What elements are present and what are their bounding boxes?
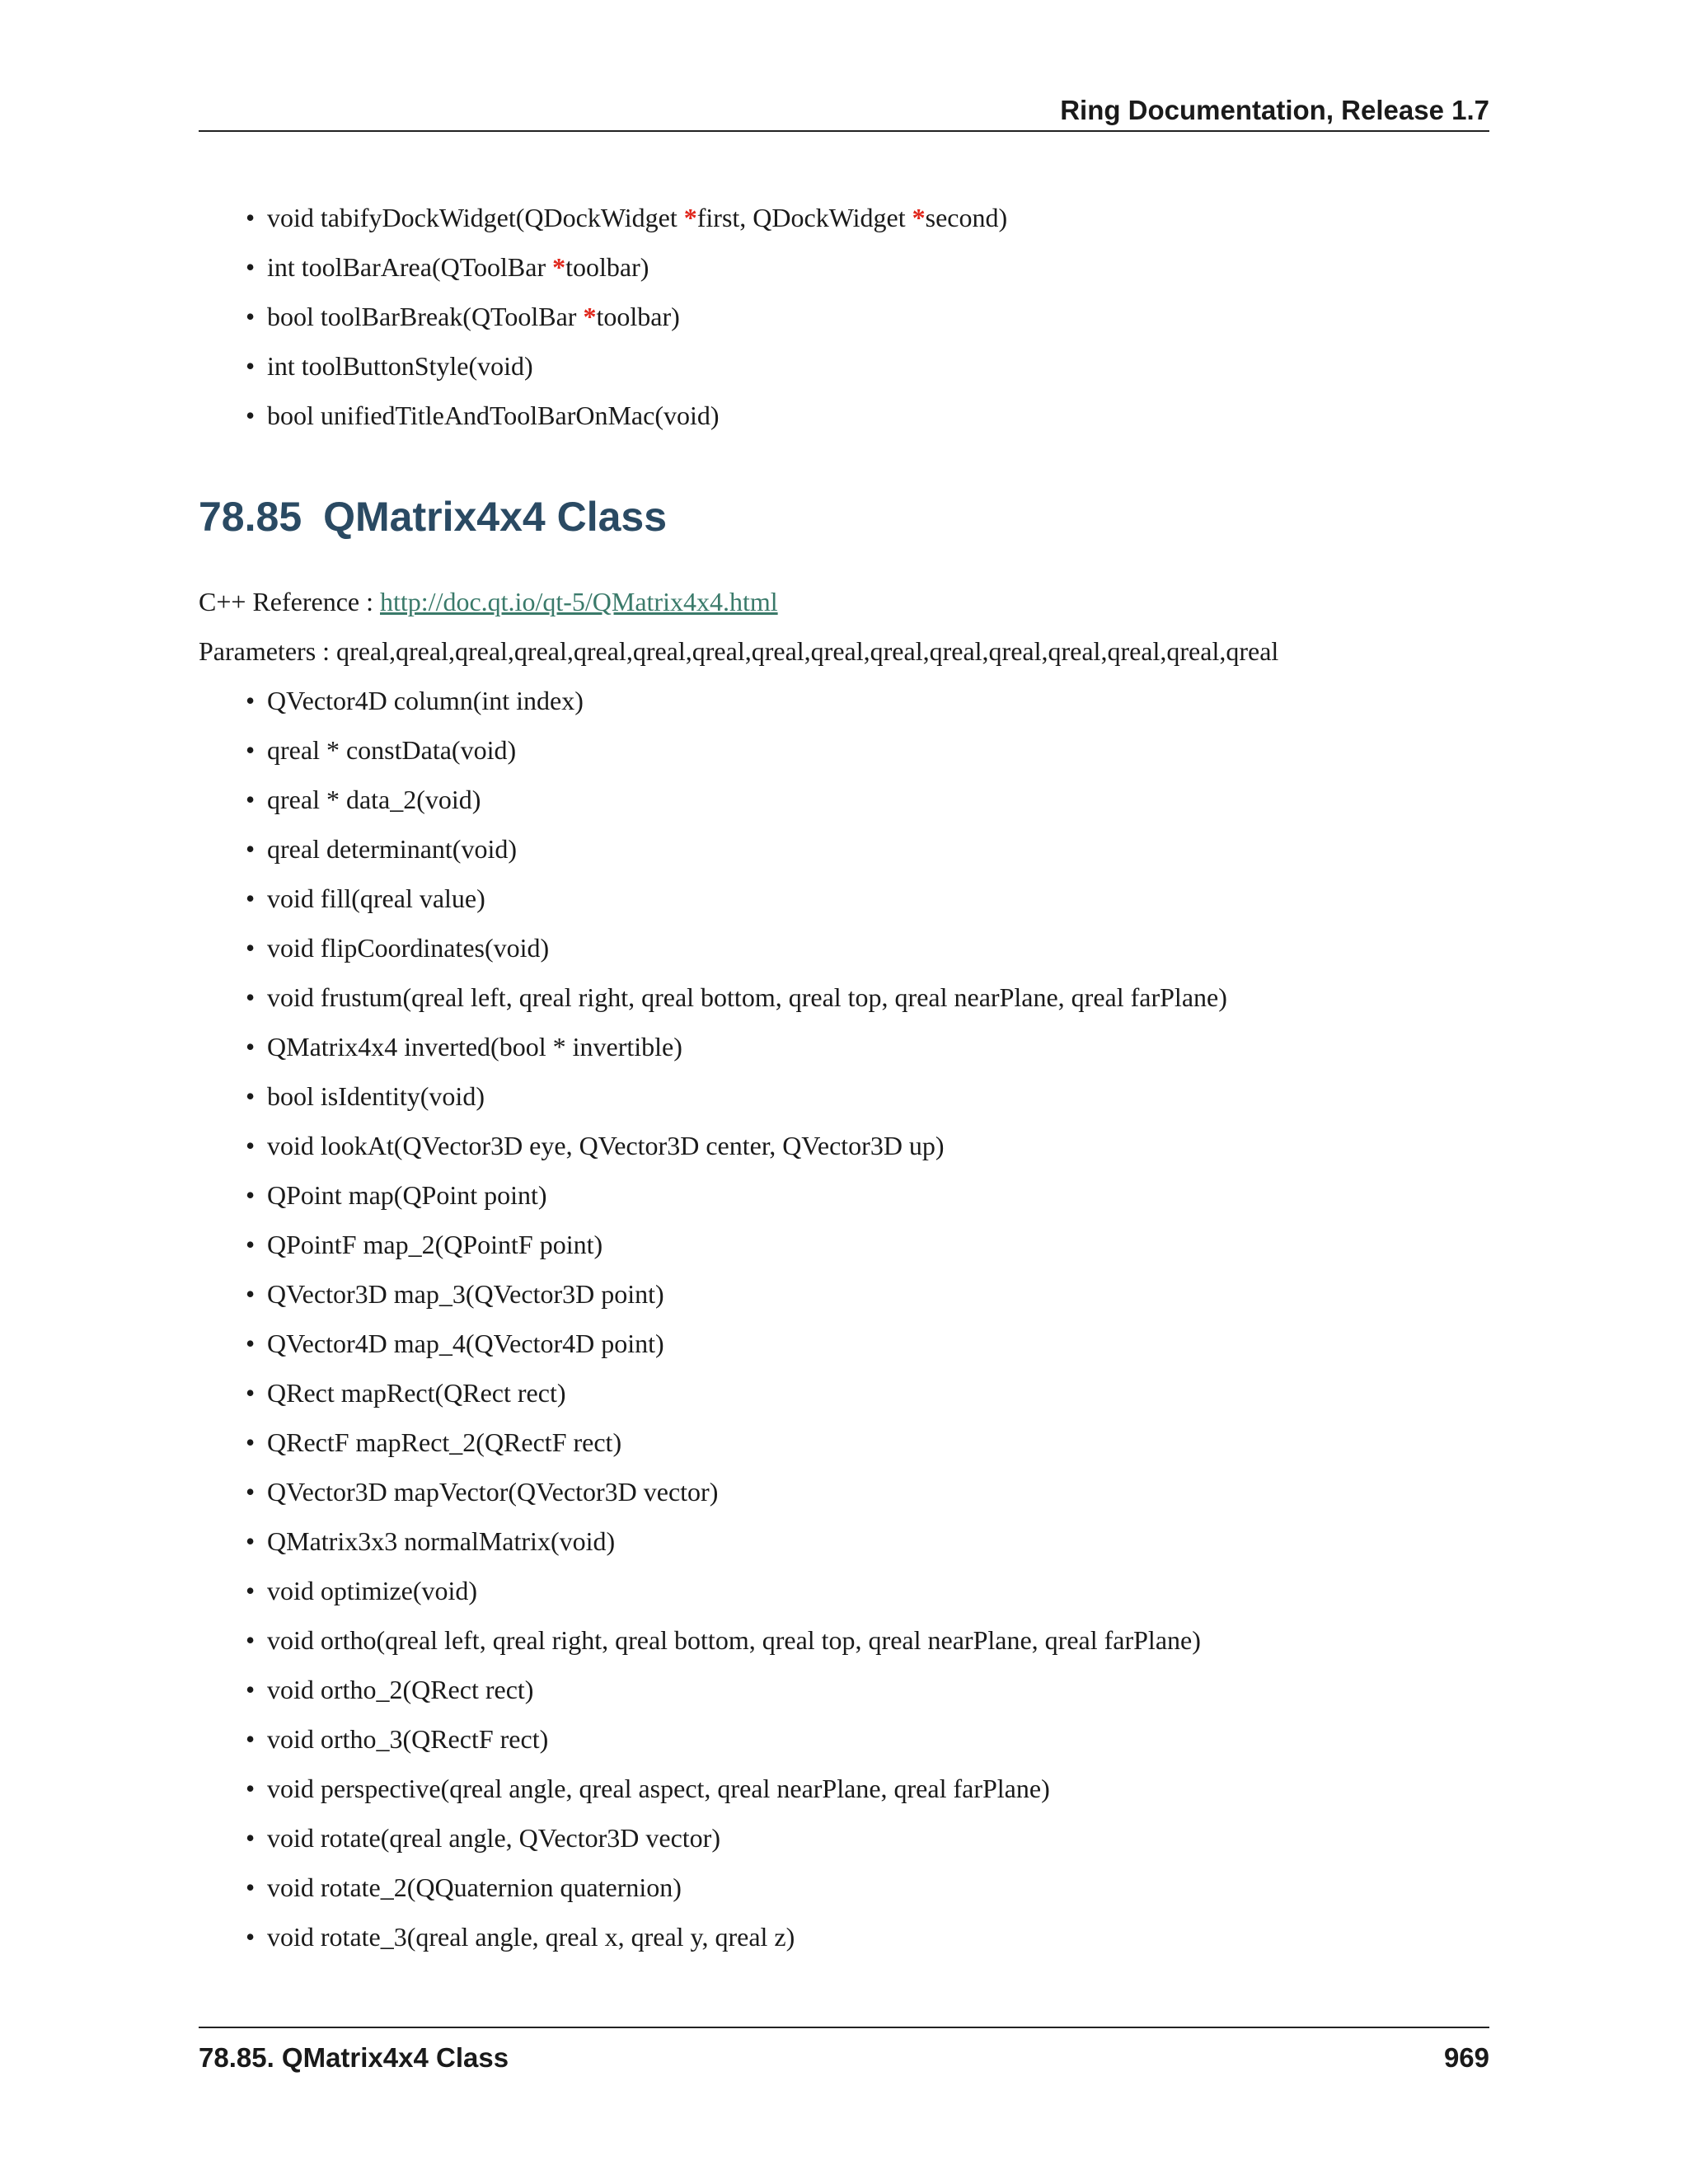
list-item: • void rotate(qreal angle, QVector3D vector) bbox=[246, 1813, 1227, 1863]
reference-line bbox=[199, 577, 778, 626]
list-item: • void ortho(qreal left, qreal right, qreal bottom, qreal top, qreal nearPlane, qreal farPlane) bbox=[246, 1615, 1227, 1665]
page-footer bbox=[199, 2027, 1489, 2076]
list-item: • void ortho_3(QRectF rect) bbox=[246, 1714, 1227, 1764]
list-item: • QPoint map(QPoint point) bbox=[246, 1170, 1227, 1220]
section-title: QMatrix4x4 Class bbox=[323, 494, 668, 540]
list-item: • QVector4D column(int index) bbox=[246, 676, 1227, 725]
list-item: • bool unifiedTitleAndToolBarOnMac(void) bbox=[246, 391, 1007, 440]
running-header bbox=[199, 92, 1489, 132]
method-text: bool toolBarBreak(QToolBar bbox=[267, 302, 584, 331]
list-item: • void flipCoordinates(void) bbox=[246, 923, 1227, 972]
method-list bbox=[246, 676, 1227, 1961]
section-number: 78.85 bbox=[199, 494, 302, 540]
method-list-top bbox=[246, 193, 1007, 440]
asterisk: * bbox=[583, 302, 597, 331]
list-item: • int toolButtonStyle(void) bbox=[246, 341, 1007, 391]
list-item: • void rotate_3(qreal angle, qreal x, qreal y, qreal z) bbox=[246, 1912, 1227, 1961]
reference-link[interactable]: http://doc.qt.io/qt-5/QMatrix4x4.html bbox=[380, 587, 778, 616]
parameters-line: Parameters : qreal,qreal,qreal,qreal,qreal,qreal,qreal,qreal,qreal,qreal,qreal,qreal,qreal,qreal,qreal,qreal bbox=[199, 636, 1279, 666]
list-item bbox=[246, 193, 1007, 242]
list-item: • void ortho_2(QRect rect) bbox=[246, 1665, 1227, 1714]
list-item: • QVector4D map_4(QVector4D point) bbox=[246, 1319, 1227, 1368]
list-item: • QMatrix4x4 inverted(bool * invertible) bbox=[246, 1022, 1227, 1071]
list-item: • QRectF mapRect_2(QRectF rect) bbox=[246, 1418, 1227, 1467]
list-item bbox=[246, 292, 1007, 341]
list-item: • QPointF map_2(QPointF point) bbox=[246, 1220, 1227, 1269]
list-item: • qreal * data_2(void) bbox=[246, 775, 1227, 824]
header-title: Ring Documentation, Release 1.7 bbox=[1060, 95, 1489, 125]
list-item: • void frustum(qreal left, qreal right, qreal bottom, qreal top, qreal nearPlane, qreal farPlane) bbox=[246, 972, 1227, 1022]
method-text: second) bbox=[925, 203, 1008, 232]
list-item: • void rotate_2(QQuaternion quaternion) bbox=[246, 1863, 1227, 1912]
asterisk: * bbox=[912, 203, 926, 232]
list-item: • QVector3D mapVector(QVector3D vector) bbox=[246, 1467, 1227, 1516]
list-item: • bool isIdentity(void) bbox=[246, 1071, 1227, 1121]
method-text: toolbar) bbox=[565, 252, 649, 282]
method-text: int toolBarArea(QToolBar bbox=[267, 252, 553, 282]
reference-label: C++ Reference : bbox=[199, 587, 380, 616]
asterisk: * bbox=[552, 252, 566, 282]
method-text: first, QDockWidget bbox=[696, 203, 912, 232]
page-number: 969 bbox=[1443, 2042, 1489, 2073]
list-item: • QVector3D map_3(QVector3D point) bbox=[246, 1269, 1227, 1319]
method-text: toolbar) bbox=[596, 302, 680, 331]
list-item: • QMatrix3x3 normalMatrix(void) bbox=[246, 1516, 1227, 1566]
list-item: • qreal * constData(void) bbox=[246, 725, 1227, 775]
list-item: • QRect mapRect(QRect rect) bbox=[246, 1368, 1227, 1418]
list-item bbox=[246, 242, 1007, 292]
section-heading bbox=[199, 488, 667, 546]
list-item: • void perspective(qreal angle, qreal aspect, qreal nearPlane, qreal farPlane) bbox=[246, 1764, 1227, 1813]
list-item: • void lookAt(QVector3D eye, QVector3D center, QVector3D up) bbox=[246, 1121, 1227, 1170]
asterisk: * bbox=[683, 203, 697, 232]
list-item: • void fill(qreal value) bbox=[246, 874, 1227, 923]
footer-section: 78.85. QMatrix4x4 Class bbox=[199, 2042, 509, 2073]
list-item: • void optimize(void) bbox=[246, 1566, 1227, 1615]
list-item: • qreal determinant(void) bbox=[246, 824, 1227, 874]
method-text: void tabifyDockWidget(QDockWidget bbox=[267, 203, 684, 232]
